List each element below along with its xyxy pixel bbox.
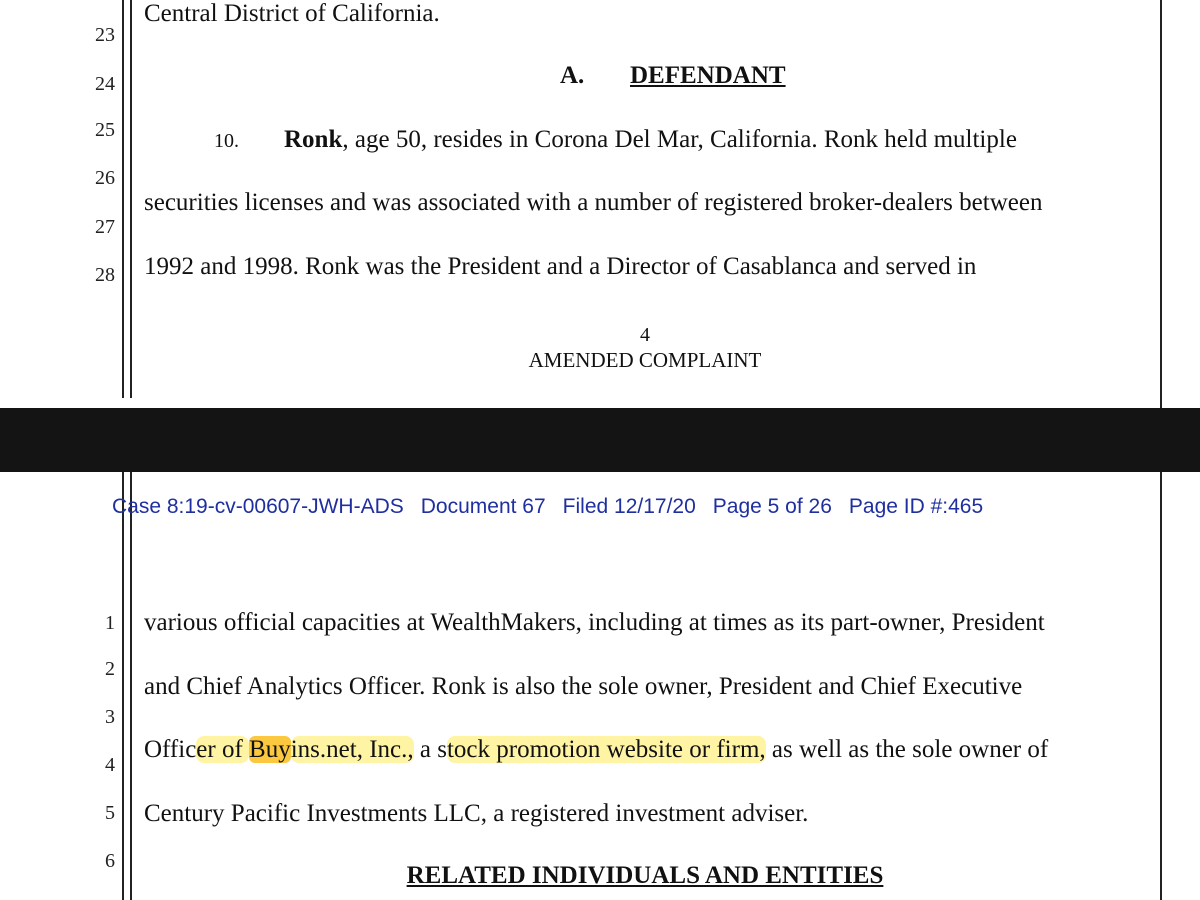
document-line: Century Pacific Investments LLC, a registered investment adviser. — [144, 800, 809, 827]
line-number: 6 — [105, 850, 115, 872]
line-number: 28 — [95, 264, 115, 286]
filed-date: Filed 12/17/20 — [562, 495, 696, 518]
section-heading-related: RELATED INDIVIDUALS AND ENTITIES — [406, 862, 884, 889]
highlighted-line — [144, 736, 1048, 764]
document-line: various official capacities at WealthMakers, including at times as its part-owner, President — [144, 609, 1045, 636]
line-number: 24 — [95, 73, 115, 95]
line-number: 4 — [105, 754, 115, 776]
line-number: 1 — [105, 612, 115, 634]
document-line: 1992 and 1998. Ronk was the President and a Director of Casablanca and served in — [144, 253, 977, 280]
page-count: Page 5 of 26 — [712, 495, 832, 518]
highlight-stock-promotion: tock promotion website or firm, — [446, 736, 766, 763]
case-header — [112, 495, 1000, 519]
paragraph-number: 10. — [214, 130, 239, 152]
document-line: and Chief Analytics Officer. Ronk is also the sole owner, President and Chief Executive — [144, 673, 1023, 700]
footer-title: AMENDED COMPLAINT — [528, 348, 762, 372]
document-number: Document 67 — [420, 495, 546, 518]
heading-letter: A. — [560, 62, 585, 89]
highlight-company-name: ins.net, Inc., — [290, 736, 414, 763]
line-number: 27 — [95, 216, 115, 238]
page-id: Page ID #:465 — [848, 495, 984, 518]
highlight-strong: Buy — [249, 736, 291, 763]
line-number: 2 — [105, 658, 115, 680]
line-number: 26 — [95, 167, 115, 189]
page-separator-band — [0, 408, 1200, 472]
document-line: securities licenses and was associated with a number of registered broker-dealers between — [144, 189, 1043, 216]
text-segment: Offic — [144, 736, 197, 763]
line-number: 5 — [105, 802, 115, 824]
paragraph-text: , age 50, resides in Corona Del Mar, California. Ronk held multiple — [342, 126, 1017, 153]
case-number: Case 8:19-cv-00607-JWH-ADS — [112, 495, 404, 518]
line-number: 23 — [95, 24, 115, 46]
text-segment: as well as the sole owner of — [765, 736, 1049, 763]
document-line: Central District of California. — [144, 0, 440, 27]
margin-rule-left-1 — [122, 472, 124, 900]
defendant-name: Ronk — [284, 126, 343, 153]
text-segment: a s — [413, 736, 447, 763]
line-number: 3 — [105, 706, 115, 728]
margin-rule-right — [1160, 472, 1162, 900]
margin-rule-left-2 — [130, 472, 132, 900]
page-number: 4 — [640, 324, 650, 346]
line-number: 25 — [95, 119, 115, 141]
section-heading-defendant — [560, 62, 786, 90]
highlight-light: er of — [196, 736, 250, 763]
heading-title: DEFENDANT — [630, 62, 786, 89]
paragraph-10-line — [214, 126, 1017, 154]
